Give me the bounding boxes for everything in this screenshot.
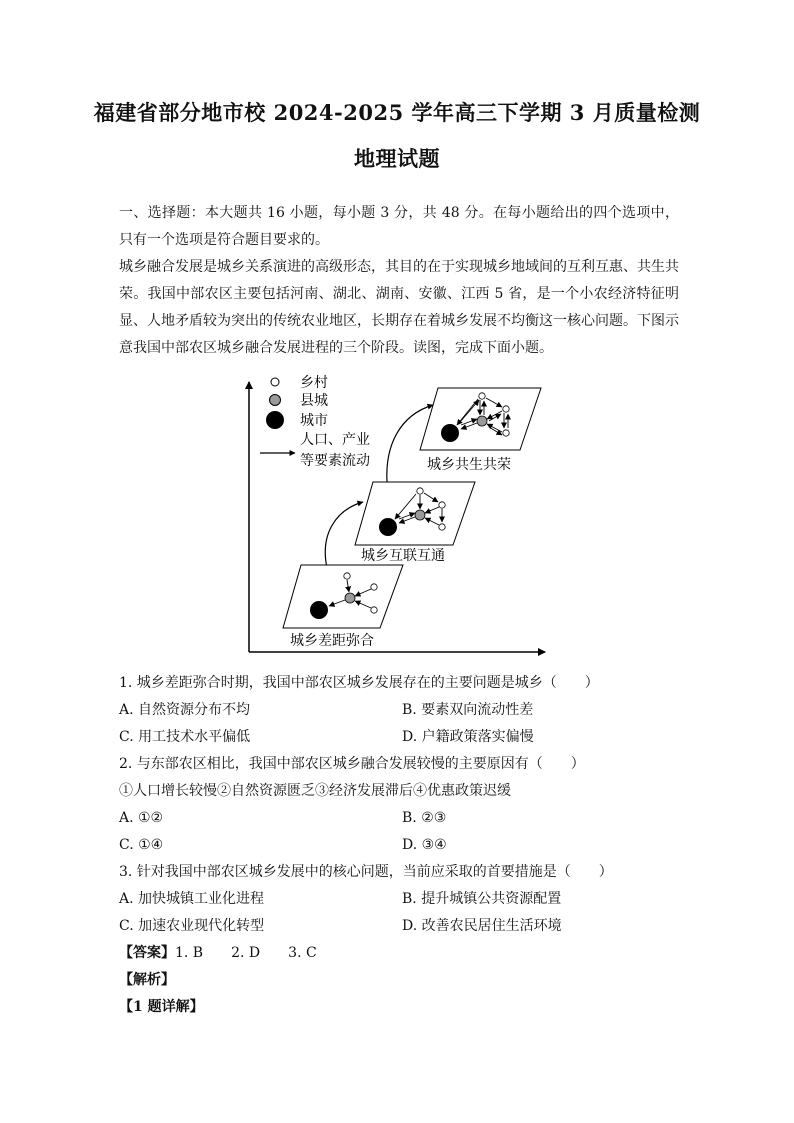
city-node <box>441 424 459 442</box>
question-1-option-d: D. 户籍政策落实偏慢 <box>402 729 534 745</box>
legend-flow-label-2: 等要素流动 <box>300 453 370 469</box>
answer-row <box>119 943 317 963</box>
stage-2-label: 城乡互联互通 <box>361 548 445 564</box>
question-1-stem: 1. 城乡差距弥合时期，我国中部农区城乡发展存在的主要问题是城乡（ ） <box>119 675 599 691</box>
question-2-option-b: B. ②③ <box>402 810 447 826</box>
question-3-option-c: C. 加速农业现代化转型 <box>119 918 265 934</box>
stage-3-panel <box>420 388 541 473</box>
county-node <box>345 593 355 603</box>
question-2-option-a: A. ①② <box>119 810 164 826</box>
question-2-stem: 2. 与东部农区相比，我国中部农区城乡融合发展较慢的主要原因有（ ） <box>119 756 585 772</box>
analysis-heading: 【解析】 <box>119 972 175 988</box>
village-node <box>439 502 445 508</box>
question-2-option-d: D. ③④ <box>402 837 447 853</box>
question-3-option-a: A. 加快城镇工业化进程 <box>119 891 265 907</box>
stage-2-panel <box>355 482 475 564</box>
answer-item: 1. B <box>175 945 204 961</box>
question-2-statements: ①人口增长较慢②自然资源匮乏③经济发展滞后④优惠政策迟缓 <box>119 783 511 799</box>
stage-1-label: 城乡差距弥合 <box>290 633 374 649</box>
question-3-option-b: B. 提升城镇公共资源配置 <box>402 891 562 907</box>
legend <box>260 374 370 469</box>
city-node <box>310 601 328 619</box>
question-1-option-c: C. 用工技术水平偏低 <box>119 729 251 745</box>
passage-text: 城乡融合发展是城乡关系演进的高级形态，其目的在于实现城乡地域间的互利互惠、共生共荣。我国中部农区主要包括河南、湖北、湖南、安徽、江西 5 省，是一个小农经济特征明显、人地矛盾较为突出的传统农业地区，长期存在着城乡发展不均衡这一核心问题。下图示意我国中部农区城乡融合发展进程的三个阶段。读图，完成下面小题。 <box>119 259 679 356</box>
question-3-stem: 3. 针对我国中部农区城乡发展中的核心问题，当前应采取的首要措施是（ ） <box>119 864 613 880</box>
stage-3-label: 城乡共生共荣 <box>427 457 511 473</box>
section-heading: 一、选择题：本大题共 16 小题，每小题 3 分，共 48 分。在每小题给出的四个选项中，只有一个选项是符合题目要求的。 <box>119 205 679 248</box>
county-node <box>477 416 487 426</box>
answer-label: 【答案】 <box>119 945 175 961</box>
legend-city-label: 城市 <box>300 413 328 429</box>
stage-1-panel <box>283 565 403 649</box>
question-2-option-c: C. ①④ <box>119 837 164 853</box>
legend-village-icon <box>271 378 279 386</box>
village-node <box>479 393 485 399</box>
answer-item: 3. C <box>288 945 317 961</box>
answer-item: 2. D <box>231 945 261 961</box>
county-node <box>415 510 425 520</box>
stage-diagram <box>235 370 555 665</box>
village-node <box>344 573 350 579</box>
legend-village-label: 乡村 <box>300 375 328 391</box>
document-title-line1: 福建省部分地市校 2024-2025 学年高三下学期 3 月质量检测 <box>93 100 701 125</box>
question-3-option-d: D. 改善农民居住生活环境 <box>402 918 562 934</box>
legend-county-label: 县城 <box>300 393 328 409</box>
legend-flow-label-1: 人口、产业 <box>300 432 370 448</box>
legend-county-icon <box>270 395 281 406</box>
village-node <box>417 488 423 494</box>
question-1-option-a: A. 自然资源分布不均 <box>119 702 251 718</box>
village-node <box>371 607 377 613</box>
village-node <box>503 430 509 436</box>
legend-city-icon <box>266 411 284 429</box>
village-node <box>439 524 445 530</box>
village-node <box>371 584 377 590</box>
village-node <box>503 406 509 412</box>
detail-heading: 【1 题详解】 <box>119 999 204 1015</box>
document-title-line2: 地理试题 <box>354 146 440 171</box>
question-1-option-b: B. 要素双向流动性差 <box>402 702 534 718</box>
city-node <box>379 518 397 536</box>
